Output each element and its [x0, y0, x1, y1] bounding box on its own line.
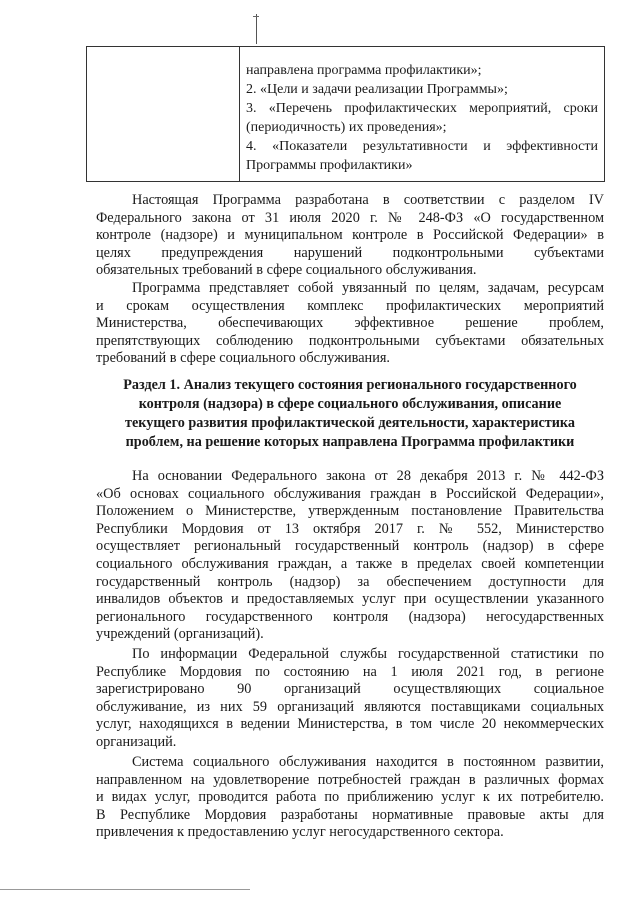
table-line: 4. «Показатели результативности и эффективности	[246, 139, 598, 154]
table-right-cell	[240, 47, 605, 182]
text-line: Положением о Министерстве, утвержденным постановление Правительства	[96, 503, 604, 520]
text-line: направленном на удовлетворение потребностей граждан в различных формах	[96, 771, 604, 788]
text-line: В Республике Мордовия разработаны нормативные правовые акты для	[96, 806, 604, 823]
text-line: «Об основах социального обслуживания граждан в Российской Федерации»,	[96, 485, 604, 502]
table-line: 2. «Цели и задачи реализации Программы»;	[246, 82, 508, 97]
text-line: услуг, находящихся в ведении Министерства, в том числе 20 некоммерческих	[96, 716, 604, 733]
paragraph-intro	[96, 192, 604, 280]
table-line: 3. «Перечень профилактических мероприятий, сроки	[246, 101, 598, 116]
text-line: контроле (надзоре) и муниципальном контроле в Российской Федерации» в	[96, 227, 604, 244]
text-line: обязательных требований в сфере социального обслуживания.	[96, 262, 477, 279]
text-line: требований в сфере социального обслуживания.	[96, 350, 391, 367]
table-line: Программы профилактики»	[246, 158, 413, 173]
bottom-rule	[0, 889, 250, 890]
table-line: направлена программа профилактики»;	[246, 63, 482, 78]
paragraph-statistics	[96, 646, 604, 752]
text-line: и срокам осуществления комплекс профилактических мероприятий	[96, 297, 604, 314]
text-line: и видах услуг, проводится работа по приближению услуг к их потребителю.	[96, 789, 604, 806]
text-line: Федерального закона от 31 июля 2020 г. № 248-ФЗ «О государственном	[96, 209, 604, 226]
heading-line: Раздел 1. Анализ текущего состояния регионального государственного	[123, 377, 577, 393]
text-line: Республике Мордовия по состоянию на 1 июля 2021 год, в регионе	[96, 663, 604, 680]
text-line: социального обслуживания граждан, а также в пределах своей компетенции	[96, 555, 604, 572]
text-line: На основании Федерального закона от 28 декабря 2013 г. № 442-ФЗ	[132, 468, 604, 484]
text-line: Программа представляет собой увязанный по целям, задачам, ресурсам	[132, 280, 604, 296]
text-line: обслуживание, из них 59 организаций являются поставщиками социальных	[96, 698, 604, 715]
table-line: (периодичность) их проведения»;	[246, 120, 447, 135]
text-line: регионального государственного контроля (надзора) негосударственных	[96, 608, 604, 625]
text-line: осуществляет региональный государственный контроль (надзор) в сфере	[96, 538, 604, 555]
heading-line: текущего развития профилактической деятельности, характеристика	[125, 415, 575, 431]
paragraph-legal-basis	[96, 468, 604, 644]
table-left-cell	[87, 47, 240, 182]
text-line: препятствующих соблюдению подконтрольными субъектами обязательных	[96, 332, 604, 349]
text-line: зарегистрировано 90 организаций осуществляющих социальное	[96, 681, 604, 698]
section-heading	[96, 376, 604, 452]
text-line: организаций.	[96, 733, 177, 750]
text-line: Настоящая Программа разработана в соответствии с разделом IV	[132, 192, 604, 208]
scan-mark-tick	[253, 16, 259, 17]
heading-line: контроля (надзора) в сфере социального обслуживания, описание	[138, 396, 562, 412]
text-line: государственный контроль (надзор) за обеспечением доступности для	[96, 573, 604, 590]
text-line: инвалидов объектов и предоставляемых услуг при осуществлении указанного	[96, 591, 604, 608]
text-line: По информации Федеральной службы государственной статистики по	[132, 646, 604, 662]
program-structure-table	[86, 46, 605, 182]
heading-line: проблем, на решение которых направлена Программа профилактики	[125, 434, 575, 450]
text-line: Система социального обслуживания находится в постоянном развитии,	[132, 754, 604, 770]
paragraph-program	[96, 280, 604, 368]
scan-mark	[256, 14, 257, 44]
text-line: Министерства, обеспечивающих эффективное решение проблем,	[96, 315, 604, 332]
text-line: целях предупреждения нарушений подконтрольными субъектами	[96, 244, 604, 261]
paragraph-system	[96, 754, 604, 842]
text-line: учреждений (организаций).	[96, 626, 264, 643]
text-line: привлечения к предоставлению услуг негосударственного сектора.	[96, 824, 504, 841]
text-line: Республики Мордовия от 13 октября 2017 г. № 552, Министерство	[96, 520, 604, 537]
